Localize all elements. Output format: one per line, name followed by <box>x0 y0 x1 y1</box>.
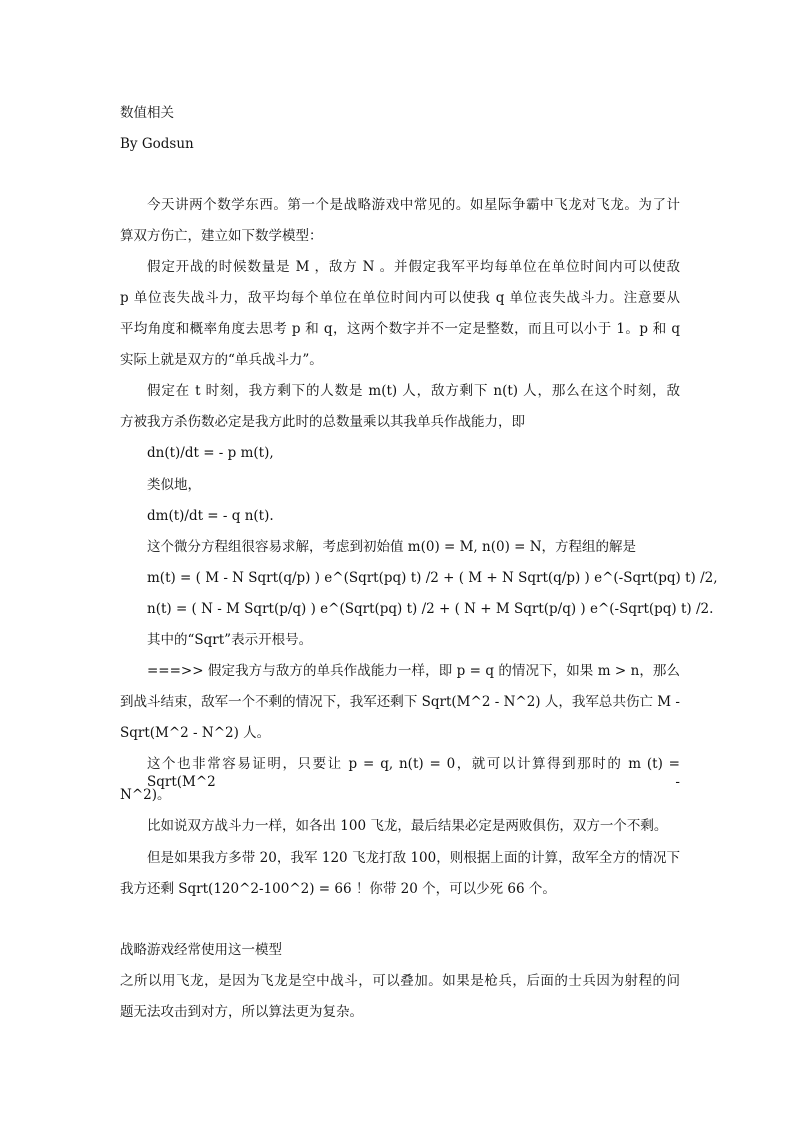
paragraph-line: 实际上就是双方的“单兵战斗力”。 <box>120 352 323 368</box>
equation-line: dm(t)/dt = - q n(t). <box>147 508 274 524</box>
paragraph-line: ===>> 假定我方与敌方的单兵作战能力一样，即 p = q 的情况下，如果 m > n，那么 <box>147 663 680 679</box>
equation-line: n(t) = ( N - M Sqrt(p/q) ) e^(Sqrt(pq) t) /2 + ( N + M Sqrt(p/q) ) e^(-Sqrt(pq) t) /2. <box>147 601 714 617</box>
paragraph-line: Sqrt(M^2 - N^2) 人。 <box>120 725 271 741</box>
document-author: By Godsun <box>120 136 194 152</box>
paragraph-line: 假定在 t 时刻，我方剩下的人数是 m(t) 人，敌方剩下 n(t) 人，那么在这个时刻，敌 <box>147 383 680 399</box>
paragraph-line: 这个也非常容易证明，只要让 p = q, n(t) = 0，就可以计算得到那时的 m (t) = Sqrt(M^2 - <box>147 756 680 790</box>
paragraph-line: 到战斗结束，敌军一个不剩的情况下，我军还剩下 Sqrt(M^2 - N^2) 人，我军总共伤亡 M - <box>120 694 680 710</box>
paragraph-line: 今天讲两个数学东西。第一个是战略游戏中常见的。如星际争霸中飞龙对飞龙。为了计 <box>147 197 680 213</box>
paragraph-line: N^2)。 <box>120 787 171 803</box>
paragraph-line: 类似地， <box>147 477 201 493</box>
paragraph-line: 假定开战的时候数量是 M ，敌方 N 。并假定我军平均每单位在单位时间内可以使敌 <box>147 259 680 275</box>
paragraph-line: 但是如果我方多带 20，我军 120 飞龙打敌 100，则根据上面的计算，敌军全方的情况下 <box>147 850 680 866</box>
paragraph-line: 这个微分方程组很容易求解，考虑到初始值 m(0) = M, n(0) = N，方程组的解是 <box>147 539 637 555</box>
paragraph-line: p 单位丧失战斗力，敌平均每个单位在单位时间内可以使我 q 单位丧失战斗力。注意要从 <box>120 290 680 306</box>
paragraph-line: 题无法攻击到对方，所以算法更为复杂。 <box>120 1004 363 1020</box>
paragraph-line: 我方还剩 Sqrt(120^2-100^2) = 66 ！你带 20 个，可以少死 66 个。 <box>120 881 556 897</box>
paragraph-line: 比如说双方战斗力一样，如各出 100 飞龙，最后结果必定是两败俱伤，双方一个不剩。 <box>147 818 668 834</box>
section-heading: 战略游戏经常使用这一模型 <box>120 942 282 958</box>
paragraph-line: 平均角度和概率角度去思考 p 和 q，这两个数字并不一定是整数，而且可以小于 1。p 和 q <box>120 321 680 337</box>
paragraph-line: 方被我方杀伤数必定是我方此时的总数量乘以其我单兵作战能力，即 <box>120 414 525 430</box>
document-title: 数值相关 <box>120 105 174 121</box>
equation-line: m(t) = ( M - N Sqrt(q/p) ) e^(Sqrt(pq) t) /2 + ( M + N Sqrt(q/p) ) e^(-Sqrt(pq) t) /2, <box>147 570 718 586</box>
paragraph-line: 其中的“Sqrt”表示开根号。 <box>147 632 313 648</box>
paragraph-line: 算双方伤亡，建立如下数学模型： <box>120 228 323 244</box>
equation-line: dn(t)/dt = - p m(t), <box>147 445 274 461</box>
paragraph-line: 之所以用飞龙，是因为飞龙是空中战斗，可以叠加。如果是枪兵，后面的士兵因为射程的问 <box>120 973 680 989</box>
